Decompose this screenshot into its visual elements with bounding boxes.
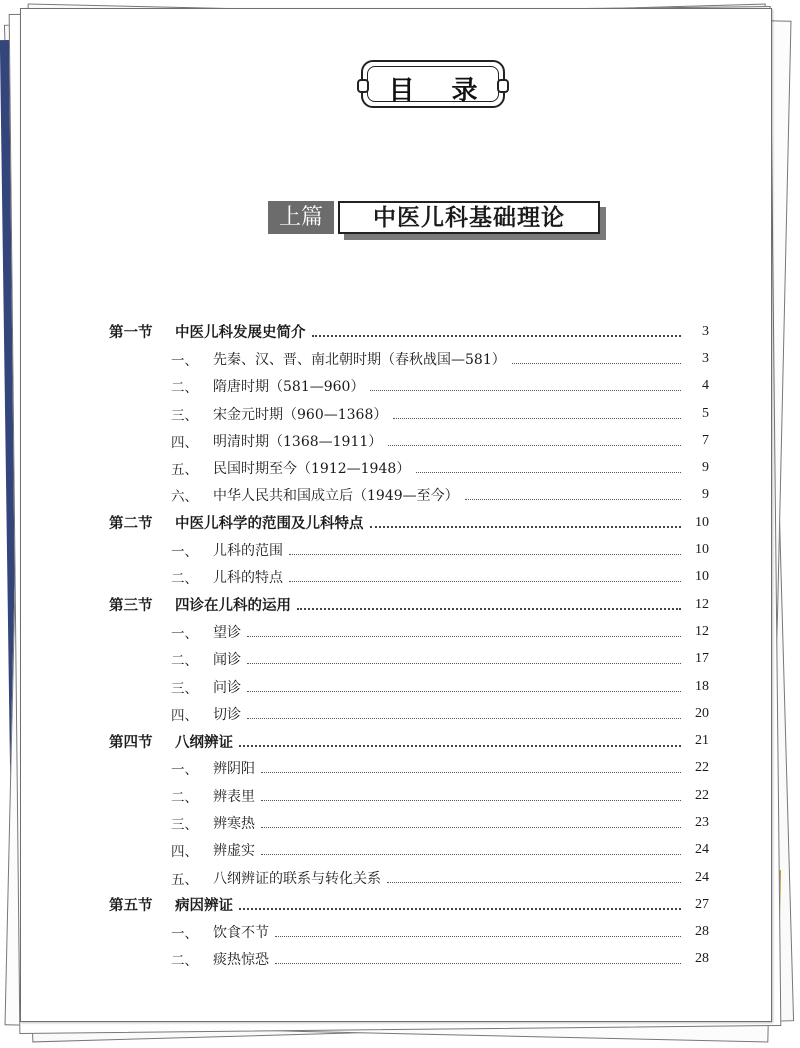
- dot-leader: [388, 444, 681, 446]
- item-number: 三、: [171, 407, 198, 424]
- item-title: 闻诊: [213, 652, 241, 669]
- item-title: 切诊: [213, 706, 241, 723]
- toc-item[interactable]: [109, 837, 709, 864]
- page-number: 10: [695, 514, 709, 530]
- page-number: 24: [695, 842, 709, 858]
- section-number: 第四节: [109, 733, 153, 751]
- dot-leader: [261, 826, 681, 828]
- item-number: 一、: [171, 762, 198, 779]
- toc-item[interactable]: [109, 482, 709, 509]
- item-title: 隋唐时期（581—960）: [213, 379, 365, 396]
- item-title: 宋金元时期（960—1368）: [213, 406, 388, 423]
- page-number: 21: [695, 733, 709, 749]
- dot-leader: [261, 853, 681, 855]
- section-number: 第五节: [109, 897, 153, 915]
- dot-leader: [247, 690, 681, 692]
- item-number: 五、: [171, 462, 198, 479]
- toc-item[interactable]: [109, 755, 709, 782]
- toc-page: [20, 8, 772, 1022]
- dot-leader: [370, 525, 682, 528]
- toc-section[interactable]: [109, 591, 709, 618]
- item-number: 四、: [171, 434, 198, 451]
- page-number: 3: [702, 350, 709, 366]
- item-number: 二、: [171, 653, 198, 670]
- page-number: 9: [702, 460, 709, 476]
- toc-item[interactable]: [109, 536, 709, 563]
- item-title: 问诊: [213, 679, 241, 696]
- dot-leader: [275, 935, 681, 937]
- item-number: 一、: [171, 352, 198, 369]
- item-title: 辨虚实: [213, 843, 255, 860]
- dot-leader: [465, 498, 681, 500]
- item-number: 一、: [171, 926, 198, 943]
- toc-section[interactable]: [109, 891, 709, 918]
- item-title: 儿科的范围: [213, 543, 283, 560]
- item-title: 儿科的特点: [213, 570, 283, 587]
- table-of-contents: [109, 318, 709, 973]
- item-number: 四、: [171, 844, 198, 861]
- page-number: 3: [702, 323, 709, 339]
- part-tag: 上篇: [268, 201, 334, 234]
- section-title: 四诊在儿科的运用: [175, 597, 291, 615]
- item-number: 二、: [171, 380, 198, 397]
- page-number: 24: [695, 869, 709, 885]
- page-number: 22: [695, 787, 709, 803]
- page-number: 12: [695, 596, 709, 612]
- page-number: 4: [702, 378, 709, 394]
- item-number: 一、: [171, 544, 198, 561]
- toc-item[interactable]: [109, 345, 709, 372]
- dot-leader: [312, 334, 682, 337]
- toc-item[interactable]: [109, 946, 709, 973]
- item-number: 四、: [171, 707, 198, 724]
- item-title: 中华人民共和国成立后（1949—至今）: [213, 488, 459, 505]
- dot-leader: [416, 471, 681, 473]
- dot-leader: [393, 417, 681, 419]
- page-number: 9: [702, 487, 709, 503]
- dot-leader: [289, 580, 681, 582]
- page-number: 12: [695, 623, 709, 639]
- title-frame: [361, 60, 505, 108]
- page-title: 目 录: [388, 76, 492, 106]
- dot-leader: [247, 635, 681, 637]
- item-title: 望诊: [213, 624, 241, 641]
- toc-item[interactable]: [109, 919, 709, 946]
- toc-item[interactable]: [109, 400, 709, 427]
- section-title: 病因辨证: [175, 897, 233, 915]
- toc-item[interactable]: [109, 564, 709, 591]
- dot-leader: [239, 907, 681, 910]
- page-number: 10: [695, 569, 709, 585]
- toc-item[interactable]: [109, 864, 709, 891]
- item-title: 八纲辨证的联系与转化关系: [213, 870, 381, 887]
- item-title: 先秦、汉、晋、南北朝时期（春秋战国—581）: [213, 351, 506, 368]
- dot-leader: [239, 744, 681, 747]
- dot-leader: [289, 553, 681, 555]
- dot-leader: [247, 717, 681, 719]
- item-title: 民国时期至今（1912—1948）: [213, 461, 411, 478]
- dot-leader: [247, 662, 681, 664]
- section-number: 第一节: [109, 324, 153, 342]
- page-number: 22: [695, 760, 709, 776]
- toc-item[interactable]: [109, 673, 709, 700]
- toc-item[interactable]: [109, 782, 709, 809]
- toc-section[interactable]: [109, 727, 709, 754]
- dot-leader: [297, 607, 681, 610]
- toc-section[interactable]: [109, 509, 709, 536]
- page-number: 20: [695, 705, 709, 721]
- page-number: 27: [695, 896, 709, 912]
- dot-leader: [261, 799, 681, 801]
- toc-item[interactable]: [109, 646, 709, 673]
- page-number: 5: [702, 405, 709, 421]
- dot-leader: [261, 771, 681, 773]
- page-number: 7: [702, 432, 709, 448]
- item-number: 三、: [171, 816, 198, 833]
- item-title: 明清时期（1368—1911）: [213, 433, 383, 450]
- item-title: 辨阴阳: [213, 761, 255, 778]
- item-number: 五、: [171, 871, 198, 888]
- dot-leader: [512, 362, 681, 364]
- toc-item[interactable]: [109, 618, 709, 645]
- page-number: 28: [695, 924, 709, 940]
- page-number: 17: [695, 651, 709, 667]
- dot-leader: [275, 962, 681, 964]
- item-title: 辨寒热: [213, 815, 255, 832]
- item-number: 二、: [171, 789, 198, 806]
- page-number: 18: [695, 678, 709, 694]
- item-number: 三、: [171, 680, 198, 697]
- dot-leader: [370, 389, 681, 391]
- page-number: 23: [695, 814, 709, 830]
- item-number: 一、: [171, 625, 198, 642]
- toc-item[interactable]: [109, 427, 709, 454]
- dot-leader: [387, 881, 681, 883]
- section-number: 第二节: [109, 515, 153, 533]
- item-number: 六、: [171, 489, 198, 506]
- section-title: 八纲辨证: [175, 733, 233, 751]
- page-number: 28: [695, 951, 709, 967]
- part-title: 中医儿科基础理论: [338, 201, 600, 234]
- page-number: 10: [695, 542, 709, 558]
- toc-item[interactable]: [109, 454, 709, 481]
- toc-section[interactable]: [109, 318, 709, 345]
- item-number: 二、: [171, 953, 198, 970]
- item-title: 痰热惊恐: [213, 952, 269, 969]
- section-number: 第三节: [109, 597, 153, 615]
- section-title: 中医儿科学的范围及儿科特点: [175, 515, 364, 533]
- toc-item[interactable]: [109, 809, 709, 836]
- toc-item[interactable]: [109, 373, 709, 400]
- item-title: 辨表里: [213, 788, 255, 805]
- toc-item[interactable]: [109, 700, 709, 727]
- section-title: 中医儿科发展史简介: [175, 324, 306, 342]
- item-title: 饮食不节: [213, 925, 269, 942]
- item-number: 二、: [171, 571, 198, 588]
